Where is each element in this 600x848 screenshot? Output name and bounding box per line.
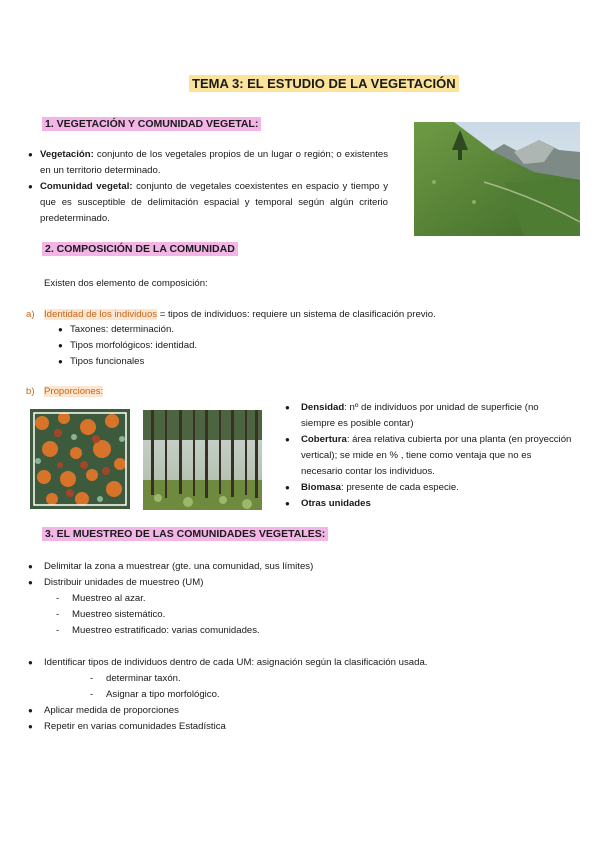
proporciones-list [285,400,575,512]
list-item-densidad [285,400,575,432]
page-title: TEMA 3: EL ESTUDIO DE LA VEGETACIÓN [189,75,459,92]
section-3-heading: 3. EL MUESTREO DE LAS COMUNIDADES VEGETALES: [42,527,328,541]
bullet: ● [285,435,290,444]
sub-list-item [28,623,568,639]
s3-list [28,559,568,735]
term-otras: Otras unidades [301,498,371,509]
sub-list-item [28,591,568,607]
s2-intro: Existen dos elemento de composición: [44,278,208,289]
s2-item-b [26,384,103,400]
def-densidad: : nº de individuos por unidad de superficie (no siempre es posible contar) [301,402,539,429]
s1-item-comunidad [28,179,388,227]
sub-item-text: Muestreo sistemático. [72,609,166,620]
dash: - [56,625,60,636]
a-subitem-list [58,322,197,370]
list-item [58,322,197,338]
bullet: ● [28,706,33,715]
bullet: ● [58,325,63,334]
item-text: Distribuir unidades de muestreo (UM) [44,577,204,588]
pine-forest-photo [143,410,262,510]
sub-list-item [28,671,568,687]
identidad-text: = tipos de individuos: requiere un sistema de clasificación previo. [157,309,436,320]
term-densidad: Densidad [301,402,345,413]
bullet: ● [28,578,33,587]
bullet: ● [58,341,63,350]
list-item [28,575,568,591]
identidad-label: Identidad de los individuos [44,309,158,320]
list-item-cobertura [285,432,575,480]
bullet: ● [285,483,290,492]
bullet: ● [28,182,33,191]
bullet: ● [285,499,290,508]
proporciones-label: Proporciones: [44,386,104,397]
list-item-otras [285,496,575,512]
term-cobertura: Cobertura [301,434,347,445]
list-item [58,338,197,354]
section-1-heading: 1. VEGETACIÓN Y COMUNIDAD VEGETAL: [42,117,261,131]
bullet: ● [28,562,33,571]
bullet: ● [28,658,33,667]
dash: - [90,673,94,684]
bullet: ● [285,403,290,412]
sub-item-text: Muestreo estratificado: varias comunidades. [72,625,260,636]
item-text: Delimitar la zona a muestrear (gte. una comunidad, sus límites) [44,561,314,572]
list-item [58,354,197,370]
subitem-text: Taxones: determinación. [70,324,174,335]
bullet: ● [58,357,63,366]
mountain-meadow-photo [414,122,580,236]
s1-item-vegetacion [28,147,388,179]
subitem-text: Tipos funcionales [70,356,145,367]
term-biomasa: Biomasa [301,482,341,493]
list-item [28,655,568,671]
list-item [28,719,568,735]
letter-b: b) [26,386,35,397]
dash: - [56,609,60,620]
list-item [28,559,568,575]
def-vegetacion: conjunto de los vegetales propios de un lugar o región; o existentes en un territorio determinado. [40,149,388,176]
item-text: Identificar tipos de individuos dentro de cada UM: asignación según la clasificación usada. [44,657,428,668]
sub-item-text: Muestreo al azar. [72,593,146,604]
bullet: ● [28,722,33,731]
sub-list-item [28,687,568,703]
def-comunidad: conjunto de vegetales coexistentes en espacio y tiempo y que es susceptible de delimitación espacial y temporal según algún criterio predeterminado. [40,181,388,224]
list-item-biomasa [285,480,575,496]
def-cobertura: : área relativa cubierta por una planta (en proyección vertical); se mide en % , tiene como ventaja que no es necesario contar los individuos. [301,434,572,477]
term-vegetacion: Vegetación: [40,149,94,160]
sub-list-item [28,607,568,623]
sub-item-text: determinar taxón. [106,673,181,684]
item-text: Aplicar medida de proporciones [44,705,179,716]
item-text: Repetir en varias comunidades Estadística [44,721,226,732]
subitem-text: Tipos morfológicos: identidad. [70,340,198,351]
section-2-heading: 2. COMPOSICIÓN DE LA COMUNIDAD [42,242,238,256]
s2-item-a [26,307,436,323]
dash: - [90,689,94,700]
sub-item-text: Asignar a tipo morfológico. [106,689,220,700]
lichen-cover-photo [30,409,130,509]
def-biomasa: : presente de cada especie. [341,482,459,493]
list-item [28,703,568,719]
term-comunidad: Comunidad vegetal: [40,181,133,192]
letter-a: a) [26,309,35,320]
dash: - [56,593,60,604]
bullet: ● [28,150,33,159]
